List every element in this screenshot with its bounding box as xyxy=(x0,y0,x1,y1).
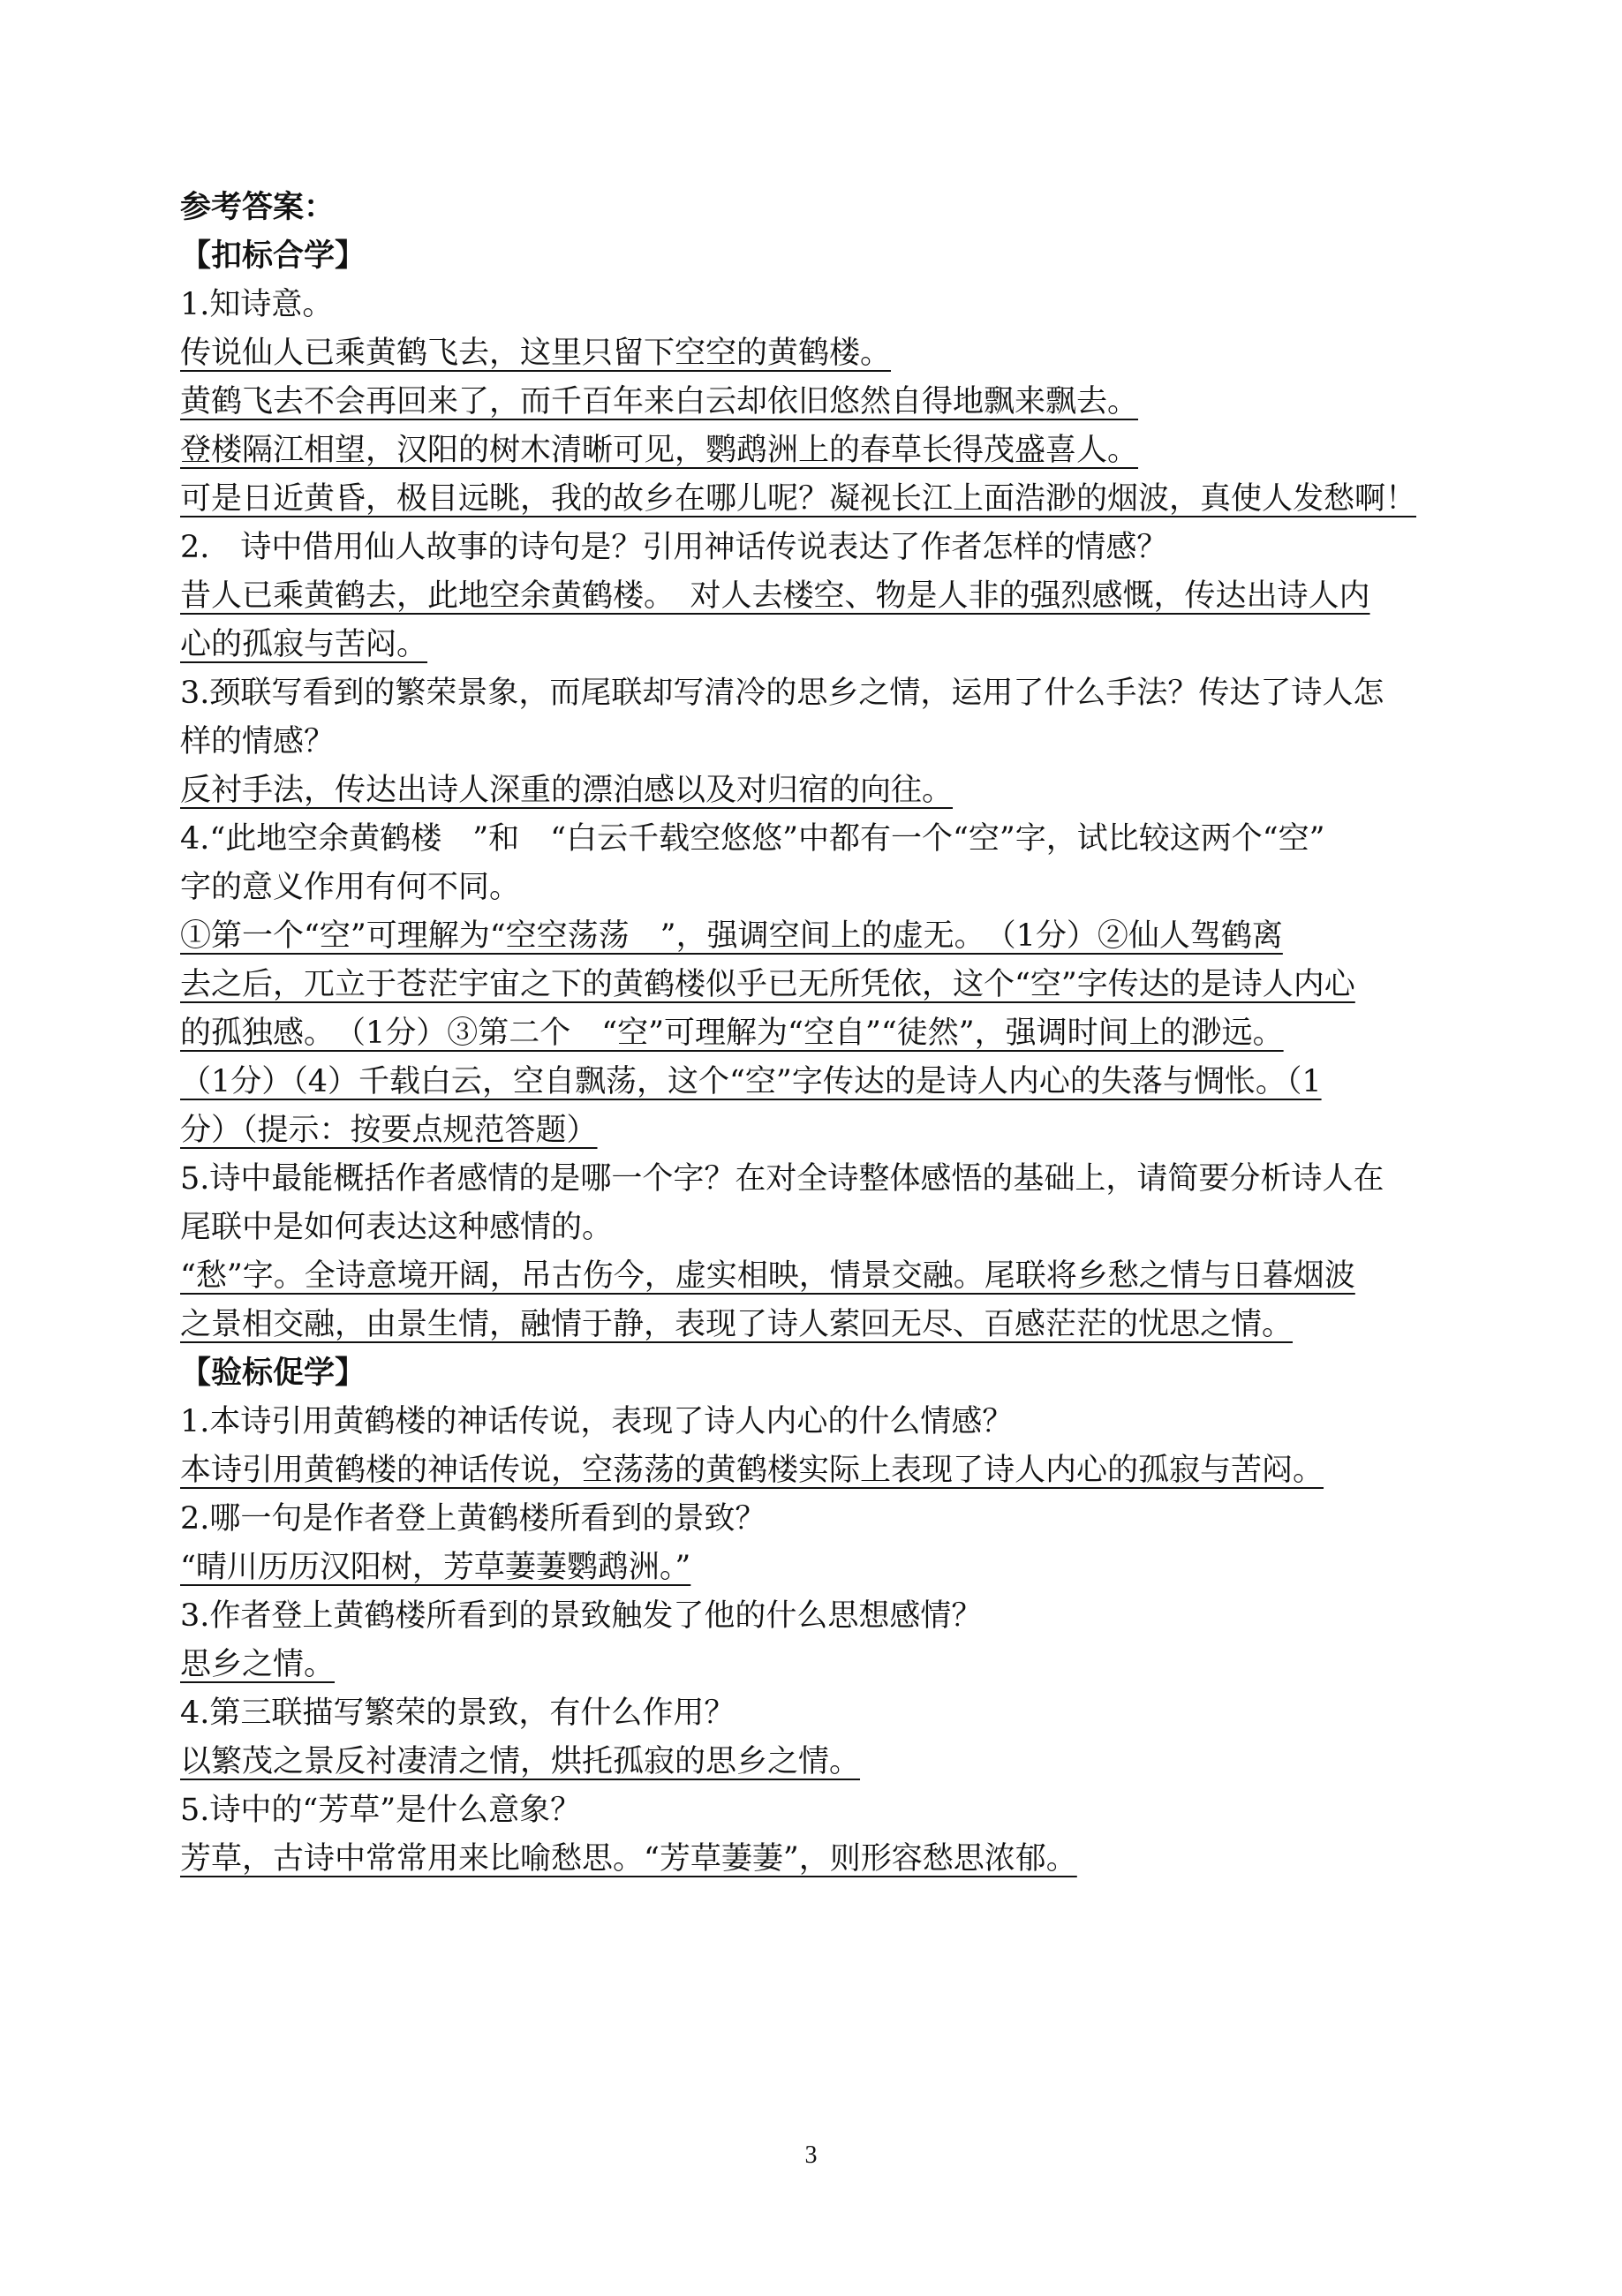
line-text: 2.哪一句是作者登上黄鹤楼所看到的景致？ xyxy=(180,1501,766,1537)
question-line xyxy=(180,1204,1460,1252)
line-text: 字的意义作用有何不同。 xyxy=(180,870,521,905)
answer-line xyxy=(180,572,1460,621)
line-text: 昔人已乘黄鹤去，此地空余黄鹤楼。 对人去楼空、物是人非的强烈感慨，传达出诗人内 xyxy=(180,578,1370,614)
line-text: 3.颈联写看到的繁荣景象，而尾联却写清冷的思乡之情，运用了什么手法？传达了诗人怎 xyxy=(180,676,1384,711)
section-title: 【验标促学】 xyxy=(180,1356,366,1391)
line-text: 4.“此地空余黄鹤楼 ”和 “白云千载空悠悠”中都有一个“空”字，试比较这两个“空” xyxy=(180,821,1325,857)
line-text: ①第一个“空”可理解为“空空荡荡 ”，强调空间上的虚无。 （1分）②仙人驾鹤离 xyxy=(180,918,1283,954)
line-text: 本诗引用黄鹤楼的神话传说，空荡荡的黄鹤楼实际上表现了诗人内心的孤寂与苦闷。 xyxy=(180,1453,1324,1488)
line-text: “晴川历历汉阳树，芳草萋萋鹦鹉洲。” xyxy=(180,1550,691,1585)
answer-line xyxy=(180,1544,1460,1592)
answer-line xyxy=(180,1058,1460,1106)
question-line xyxy=(180,864,1460,912)
question-line xyxy=(180,815,1460,864)
question-line xyxy=(180,281,1460,329)
line-text: 1.知诗意。 xyxy=(180,287,334,322)
line-text: 可是日近黄昏，极目远眺，我的故乡在哪儿呢？凝视长江上面浩渺的烟波，真使人发愁啊！ xyxy=(180,481,1417,517)
line-text: （1分）（4）千载白云，空自飘荡，这个“空”字传达的是诗人内心的失落与惆怅。（1 xyxy=(180,1064,1322,1099)
question-line xyxy=(180,1495,1460,1544)
answer-line xyxy=(180,621,1460,669)
answer-line xyxy=(180,329,1460,378)
line-text: 3.作者登上黄鹤楼所看到的景致触发了他的什么思想感情？ xyxy=(180,1598,983,1634)
line-text: 芳草，古诗中常常用来比喻愁思。“芳草萋萋”，则形容愁思浓郁。 xyxy=(180,1841,1077,1877)
line-text: 分）（提示：按要点规范答题） xyxy=(180,1113,598,1148)
page-heading: 参考答案： xyxy=(180,190,336,225)
question-line xyxy=(180,718,1460,767)
answer-line xyxy=(180,961,1460,1009)
line-text: 去之后，兀立于苍茫宇宙之下的黄鹤楼似乎已无所凭依，这个“空”字传达的是诗人内心 xyxy=(180,967,1355,1002)
answer-line xyxy=(180,1009,1460,1058)
question-line xyxy=(180,1689,1460,1738)
answer-line xyxy=(180,1106,1460,1155)
question-line xyxy=(180,524,1460,572)
line-text: 反衬手法，传达出诗人深重的漂泊感以及对归宿的向往。 xyxy=(180,773,954,808)
answer-line xyxy=(180,767,1460,815)
question-line xyxy=(180,1398,1460,1446)
answer-line xyxy=(180,1301,1460,1349)
answer-line xyxy=(180,1641,1460,1689)
question-line xyxy=(180,1155,1460,1204)
answer-line xyxy=(180,1835,1460,1884)
answer-line xyxy=(180,378,1460,427)
question-line xyxy=(180,1786,1460,1835)
line-text: 登楼隔江相望，汉阳的树木清晰可见，鹦鹉洲上的春草长得茂盛喜人。 xyxy=(180,433,1139,468)
document-page xyxy=(180,184,1460,1884)
page-number: 3 xyxy=(804,2141,818,2169)
line-text: 尾联中是如何表达这种感情的。 xyxy=(180,1210,614,1245)
line-text: 4.第三联描写繁荣的景致，有什么作用？ xyxy=(180,1696,736,1731)
line-text: 心的孤寂与苦闷。 xyxy=(180,627,428,662)
line-text: 样的情感？ xyxy=(180,724,336,759)
answer-line xyxy=(180,912,1460,961)
answer-line xyxy=(180,1446,1460,1495)
answer-line xyxy=(180,427,1460,475)
line-text: 思乡之情。 xyxy=(180,1647,336,1682)
question-line xyxy=(180,1592,1460,1641)
line-text: 1.本诗引用黄鹤楼的神话传说，表现了诗人内心的什么情感？ xyxy=(180,1404,1014,1439)
answer-line xyxy=(180,1738,1460,1786)
answer-line xyxy=(180,1252,1460,1301)
line-text: 以繁茂之景反衬凄清之情，烘托孤寂的思乡之情。 xyxy=(180,1744,861,1779)
line-text: “愁”字。全诗意境开阔，吊古伤今，虚实相映，情景交融。尾联将乡愁之情与日暮烟波 xyxy=(180,1258,1355,1294)
sections-container xyxy=(180,232,1460,1884)
line-text: 传说仙人已乘黄鹤飞去，这里只留下空空的黄鹤楼。 xyxy=(180,336,892,371)
line-text: 2. 诗中借用仙人故事的诗句是？引用神话传说表达了作者怎样的情感？ xyxy=(180,530,1168,565)
line-text: 5.诗中的“芳草”是什么意象？ xyxy=(180,1793,582,1828)
line-text: 的孤独感。 （1分）③第二个 “空”可理解为“空自”“徒然”，强调时间上的渺远。 xyxy=(180,1016,1284,1051)
question-line xyxy=(180,669,1460,718)
section-title: 【扣标合学】 xyxy=(180,238,366,274)
line-text: 之景相交融，由景生情，融情于静，表现了诗人萦回无尽、百感茫茫的忧思之情。 xyxy=(180,1307,1294,1342)
line-text: 5.诗中最能概括作者感情的是哪一个字？在对全诗整体感悟的基础上，请简要分析诗人在 xyxy=(180,1161,1384,1197)
answer-line xyxy=(180,475,1460,524)
line-text: 黄鹤飞去不会再回来了，而千百年来白云却依旧悠然自得地飘来飘去。 xyxy=(180,384,1139,419)
